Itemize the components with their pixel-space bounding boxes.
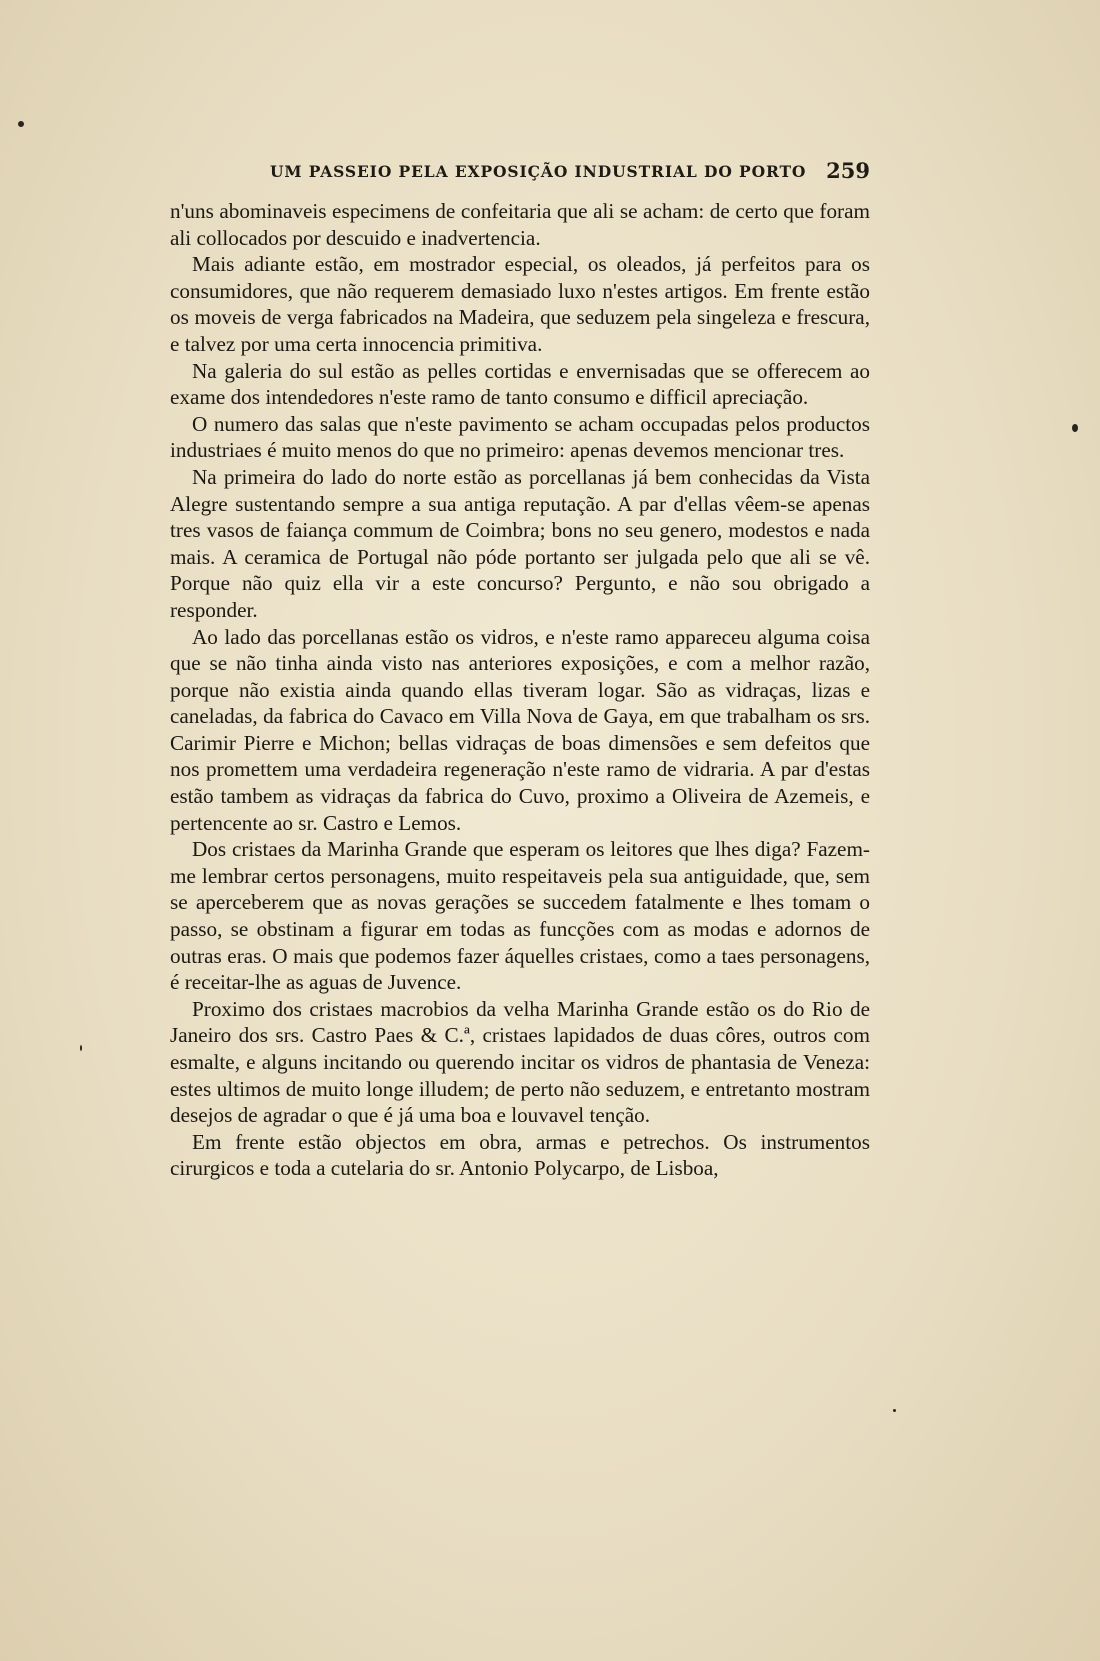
ink-speck [80,1045,82,1051]
ink-speck [893,1409,896,1412]
running-title: UM PASSEIO PELA EXPOSIÇÃO INDUSTRIAL DO PORTO [270,162,807,181]
ink-speck [1072,424,1078,432]
paragraph: Em frente estão objectos em obra, armas e petrechos. Os instrumentos cirurgicos e toda a cutelaria do sr. Antonio Polycarpo, de Lisboa, [170,1129,870,1181]
paragraph: Proximo dos cristaes macrobios da velha Marinha Grande estão os do Rio de Janeiro dos srs. Castro Paes & C.ª, cristaes lapidados de duas côres, outros com esmalte, e alguns incitando ou querendo incitar os vidros de phantasia de Veneza: estes ultimos de muito longe illudem; de perto não seduzem, e entretanto mostram desejos de agradar o que é já uma boa e louvavel tenção. [170,996,870,1128]
paragraph: Na primeira do lado do norte estão as porcellanas já bem conhecidas da Vista Alegre sustentando sempre a sua antiga reputação. A par d'ellas vêem-se apenas tres vasos de faiança commum de Coimbra; bons no seu genero, modestos e nada mais. A ceramica de Portugal não póde portanto ser julgada pelo que ali se vê. Porque não quiz ella vir a este concurso? Pergunto, e não sou obrigado a responder. [170,464,870,622]
paragraph: Ao lado das porcellanas estão os vidros, e n'este ramo appareceu alguma coisa que se não tinha ainda visto nas anteriores exposições, e com a melhor razão, porque não existia ainda quando ellas tiveram logar. São as vidraças, lizas e caneladas, da fabrica do Cavaco em Villa Nova de Gaya, em que trabalham os srs. Carimir Pierre e Michon; bellas vidraças de boas dimensões e sem defeitos que nos promettem uma verdadeira regeneração n'este ramo de vidraria. A par d'estas estão tambem as vidraças da fabrica do Cuvo, proximo a Oliveira de Azemeis, e pertencente ao sr. Castro e Lemos. [170,624,870,835]
paragraph: Na galeria do sul estão as pelles cortidas e envernisadas que se offerecem ao exame dos intendedores n'este ramo de tanto consumo e difficil apreciação. [170,358,870,410]
paragraph: Mais adiante estão, em mostrador especial, os oleados, já perfeitos para os consumidores, que não requerem demasiado luxo n'estes artigos. Em frente estão os moveis de verga fabricados na Madeira, que seduzem pela singeleza e frescura, e talvez por uma certa innocencia primitiva. [170,252,870,356]
ink-speck [18,121,24,127]
paragraph: O numero das salas que n'este pavimento se acham occupadas pelos productos industriaes é muito menos do que no primeiro: apenas devemos mencionar tres. [170,411,870,463]
paragraph: n'uns abominaveis especimens de confeitaria que ali se acham: de certo que foram ali collocados por descuido e inadvertencia. [170,199,870,250]
page-number: 259 [826,158,870,183]
paragraph: Dos cristaes da Marinha Grande que esperam os leitores que lhes diga? Fazem-me lembrar certos personagens, muito respeitaveis pela sua antiguidade, que, sem se aperceberem que as novas gerações se succedem fatalmente e lhes tomam o passo, se obstinam a figurar em todas as funcções com as modas e adornos de outras eras. O mais que podemos fazer áquelles cristaes, como a taes personagens, é receitar-lhe as aguas de Juvence. [170,837,870,995]
body-text [170,198,870,1182]
running-head [170,158,870,188]
